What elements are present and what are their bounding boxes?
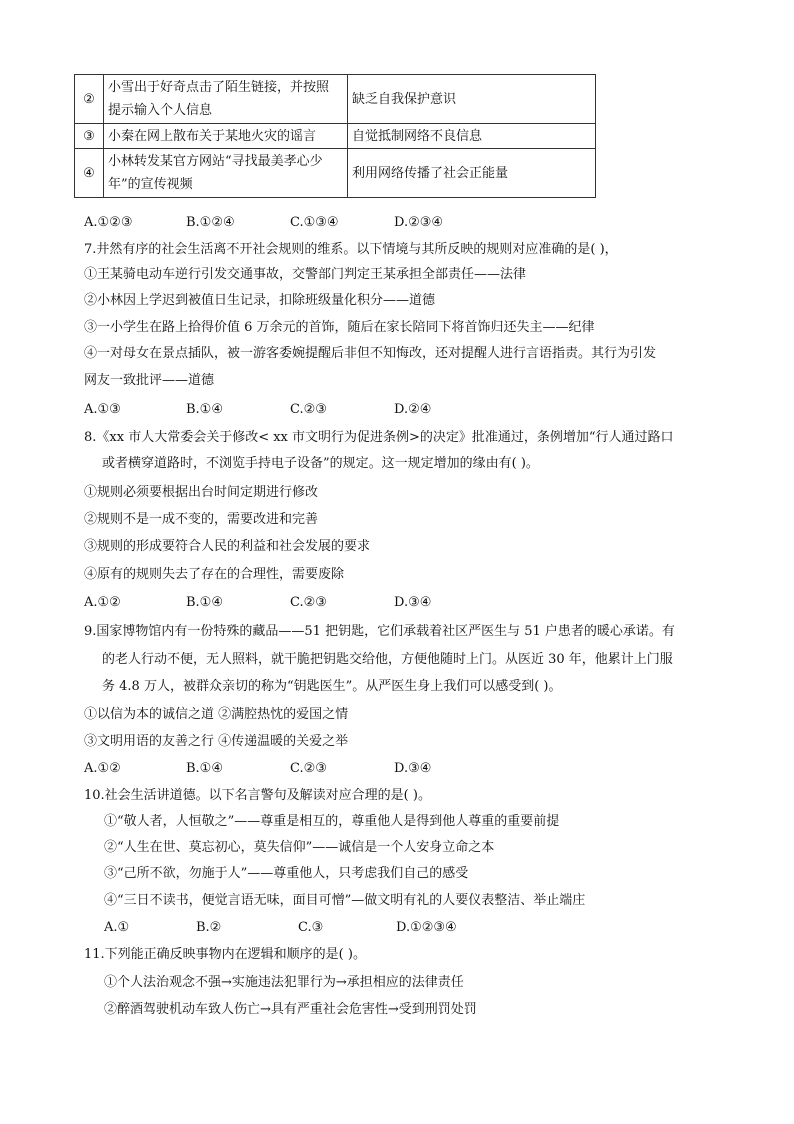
q8-item: ②规则不是一成不变的，需要改进和完善 (84, 512, 319, 527)
option-a: A.①③ (84, 402, 121, 417)
row-comment: 缺乏自我保护意识 (348, 75, 596, 124)
option-c: C.②③ (290, 761, 327, 776)
table-row (75, 124, 596, 149)
option-c: C.②③ (290, 595, 327, 610)
q7-stem: 7.井然有序的社会生活离不开社会规则的维系。以下情境与其所反映的规则对应准确的是( )， (84, 242, 618, 257)
q8-item: ④原有的规则失去了存在的合理性，需要废除 (84, 567, 345, 582)
q9-stem: 9.国家博物馆内有一份特殊的藏品——51 把钥匙，它们承载着社区严医生与 51 户患者的暖心承诺。有 (84, 624, 675, 639)
q10-item: ③“己所不欲，勿施于人”——尊重他人，只考虑我们自己的感受 (104, 866, 469, 881)
q7-item: ③一小学生在路上拾得价值 6 万余元的首饰，随后在家长陪同下将首饰归还失主——纪律 (84, 320, 595, 335)
row-number: ③ (75, 124, 104, 149)
q11-stem: 11.下列能正确反映事物内在逻辑和顺序的是( )。 (84, 947, 366, 962)
table-row (75, 149, 596, 198)
option-d: D.②③④ (394, 215, 444, 230)
row-action (104, 75, 348, 124)
q10-item: ④“三日不读书，便觉言语无味，面目可憎”—做文明有礼的人要仪表整洁、举止端庄 (104, 893, 586, 908)
option-d: D.③④ (394, 761, 432, 776)
option-a: A.①② (84, 761, 121, 776)
option-c: C.①③④ (290, 215, 339, 230)
row-action-line: 年”的宣传视频 (108, 177, 193, 192)
q9-item: ①以信为本的诚信之道 ②满腔热忱的爱国之情 (84, 707, 349, 722)
q10-stem: 10.社会生活讲道德。以下名言警句及解读对应合理的是( )。 (84, 788, 431, 803)
q11-item: ①个人法治观念不强→实施违法犯罪行为→承担相应的法律责任 (104, 975, 464, 990)
row-action-line: 提示输入个人信息 (108, 103, 213, 118)
q7-item: ①王某骑电动车逆行引发交通事故，交警部门判定王某承担全部责任——法律 (84, 267, 527, 282)
option-b: B.② (196, 920, 222, 935)
q8-item: ③规则的形成要符合人民的利益和社会发展的要求 (84, 539, 371, 554)
option-b: B.①②④ (186, 215, 235, 230)
row-action-line: 小林转发某官方网站“寻找最美孝心少 (108, 154, 323, 169)
row-action (104, 149, 348, 198)
row-number: ④ (75, 149, 104, 198)
option-c: C.③ (298, 920, 324, 935)
q7-item: 网友一致批评——道德 (84, 373, 215, 388)
q11-item: ②醉酒驾驶机动车致人伤亡→具有严重社会危害性→受到刑罚处罚 (104, 1002, 477, 1017)
q9-item: ③文明用语的友善之行 ④传递温暖的关爱之举 (84, 734, 349, 749)
option-d: D.②④ (394, 402, 432, 417)
q9-stem: 的老人行动不便，无人照料，就干脆把钥匙交给他，方便他随时上门。从医近 30 年，他累计上门服 (102, 652, 673, 667)
q9-stem: 务 4.8 万人，被群众亲切的称为“钥匙医生”。从严医生身上我们可以感受到( )。 (102, 679, 562, 694)
row-action-line: 小秦在网上散布关于某地火灾的谣言 (108, 128, 317, 144)
row-action (104, 124, 348, 149)
q8-stem: 或者横穿道路时，不浏览手持电子设备”的规定。这一规定增加的缘由有( )。 (102, 456, 539, 471)
q10-item: ②“人生在世、莫忘初心，莫失信仰”——诚信是一个人安身立命之本 (104, 840, 495, 855)
option-a: A.①②③ (84, 215, 133, 230)
option-d: D.③④ (394, 595, 432, 610)
option-b: B.①④ (186, 402, 223, 417)
option-a: A.① (104, 920, 130, 935)
row-comment: 利用网络传播了社会正能量 (348, 149, 596, 198)
row-number: ② (75, 75, 104, 124)
q8-item: ①规则必须要根据出台时间定期进行修改 (84, 485, 319, 500)
q10-item: ①“敬人者，人恒敬之”——尊重是相互的，尊重他人是得到他人尊重的重要前提 (104, 814, 560, 829)
q8-stem: 8.《xx 市人大常委会关于修改< xx 市文明行为促进条例>的决定》批准通过，条例增加“行人通过路口 (84, 430, 674, 445)
q7-item: ④一对母女在景点插队，被一游客委婉提醒后非但不知悔改，还对提醒人进行言语指责。其行为引发 (84, 346, 657, 361)
scenario-table (74, 74, 596, 198)
option-b: B.①④ (186, 761, 223, 776)
option-a: A.①② (84, 595, 121, 610)
option-c: C.②③ (290, 402, 327, 417)
q7-item: ②小林因上学迟到被值日生记录，扣除班级量化积分——道德 (84, 293, 436, 308)
row-action-line: 小雪出于好奇点击了陌生链接，并按照 (108, 80, 330, 95)
option-d: D.①②③④ (396, 920, 457, 935)
table-row (75, 75, 596, 124)
option-b: B.①④ (186, 595, 223, 610)
row-comment: 自觉抵制网络不良信息 (348, 124, 596, 149)
